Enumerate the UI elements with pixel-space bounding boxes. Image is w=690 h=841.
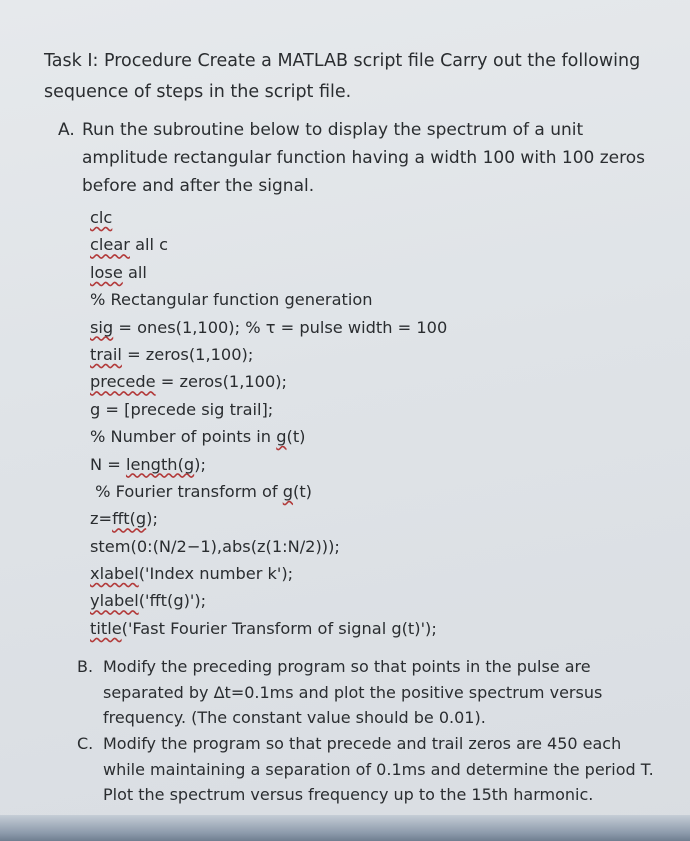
code-token: = zeros(1,100);: [121, 344, 254, 364]
code-line-stem: stem(0:(N/2−1),abs(z(1:N/2)));: [90, 536, 340, 556]
code-token: (t): [286, 427, 306, 447]
code-line-clear: [90, 231, 447, 258]
page-bottom-edge: [0, 815, 690, 841]
task-title: Task I: Procedure Create a MATLAB script file Carry out the following sequence of steps in the script file.: [44, 51, 641, 102]
code-line-comment-points: [90, 423, 447, 450]
step-b-marker: B.: [77, 657, 94, 676]
code-token: = zeros(1,100);: [155, 372, 288, 392]
code-token: (t): [293, 481, 312, 501]
step-c-marker: C.: [77, 734, 94, 753]
code-token: clc: [90, 208, 113, 227]
step-a: [58, 116, 658, 200]
code-token: );: [194, 454, 206, 474]
code-token: sig: [90, 317, 114, 337]
code-line-g: g = [precede sig trail];: [90, 399, 274, 419]
code-token: ('Index number k');: [138, 564, 294, 584]
code-line-trail: [90, 341, 447, 368]
code-token: % Number of points in: [90, 427, 277, 447]
code-token: fft(g: [112, 509, 147, 529]
code-line-n: [90, 451, 447, 478]
code-line-comment-rect: % Rectangular function generation: [90, 290, 373, 310]
code-line-clc: [90, 204, 447, 231]
code-token: g: [282, 481, 294, 501]
code-token: = ones(1,100); % τ = pulse width = 100: [113, 317, 448, 337]
code-line-xlabel: [90, 560, 447, 587]
matlab-code-block: [90, 204, 447, 642]
code-token: ('Fast Fourier Transform of signal g(t)');: [121, 618, 437, 638]
code-token: g: [276, 427, 287, 447]
code-token: z=: [90, 509, 113, 529]
step-c: [77, 731, 657, 808]
code-line-sig: [90, 314, 447, 341]
code-line-precede: [90, 368, 447, 395]
code-line-lose: [90, 259, 447, 286]
step-a-text: Run the subroutine below to display the spectrum of a unit amplitude rectangular function having a width 100 with 100 zeros before and after the signal.: [82, 120, 645, 196]
code-line-title: [90, 615, 447, 642]
code-token: ('fft(g)');: [138, 591, 207, 611]
code-line-ylabel: [90, 587, 447, 614]
code-token: lose: [90, 262, 123, 282]
code-token: all: [122, 262, 147, 282]
code-line-comment-fourier: [90, 478, 447, 505]
code-token: clear: [90, 235, 130, 255]
code-token: precede: [90, 372, 156, 392]
step-a-marker: A.: [58, 120, 75, 140]
code-token: length(g: [125, 454, 195, 474]
code-line-z: [90, 505, 447, 532]
code-token: % Fourier transform of: [90, 481, 283, 501]
code-token: trail: [90, 344, 122, 364]
code-token: title: [90, 618, 122, 638]
step-b-text: Modify the preceding program so that points in the pulse are separated by Δt=0.1ms and plot the positive spectrum versus frequency. (The constant value should be 0.01).: [103, 657, 603, 727]
code-token: N =: [90, 454, 126, 474]
code-token: );: [146, 509, 158, 529]
step-b: [77, 654, 657, 731]
code-token: ylabel: [90, 591, 139, 611]
code-token: all c: [129, 235, 169, 255]
step-c-text: Modify the program so that precede and trail zeros are 450 each while maintaining a separation of 0.1ms and determine the period T. Plot the spectrum versus frequency up to the 15th harmonic.: [103, 734, 654, 804]
code-token: xlabel: [90, 564, 139, 584]
